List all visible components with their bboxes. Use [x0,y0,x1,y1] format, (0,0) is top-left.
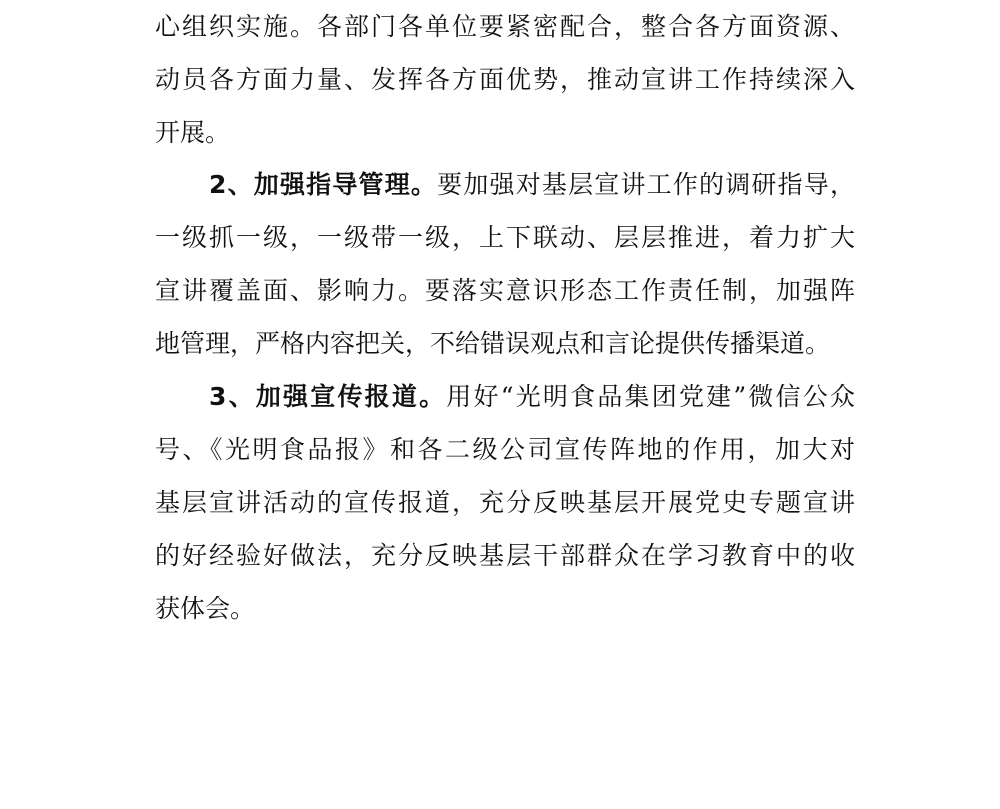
paragraph-1-line-2: 动员各方面力量、发挥各方面优势，推动宣讲工作持续深入 [155,65,855,94]
paragraph-3-line-4: 的好经验好做法，充分反映基层干部群众在学习教育中的收 [155,541,855,570]
paragraph-3-heading: 3、加强宣传报道。 [209,382,447,411]
paragraph-3-line-1 [209,370,855,424]
paragraph-2-line-3: 宣讲覆盖面、影响力。要落实意识形态工作责任制，加强阵 [155,276,855,305]
paragraph-2-heading: 2、加强指导管理。 [209,170,438,199]
paragraph-2-line-4: 地管理，严格内容把关，不给错误观点和言论提供传播渠道。 [155,329,831,358]
paragraph-2-line-1-text: 要加强对基层宣讲工作的调研指导， [437,170,855,199]
paragraph-3-line-2: 号、《光明食品报》和各二级公司宣传阵地的作用，加大对 [155,435,855,464]
paragraph-3-line-3: 基层宣讲活动的宣传报道，充分反映基层开展党史专题宣讲 [155,488,855,517]
paragraph-3-line-5: 获体会。 [155,594,256,623]
paragraph-1-line-3: 开展。 [155,118,231,147]
paragraph-1-line-1: 心组织实施。各部门各单位要紧密配合，整合各方面资源、 [155,12,855,41]
paragraph-2-line-1 [209,158,855,212]
paragraph-3-line-1-text: 用好“光明食品集团党建”微信公众 [446,382,855,411]
paragraph-2-line-2: 一级抓一级，一级带一级，上下联动、层层推进，着力扩大 [155,223,855,252]
